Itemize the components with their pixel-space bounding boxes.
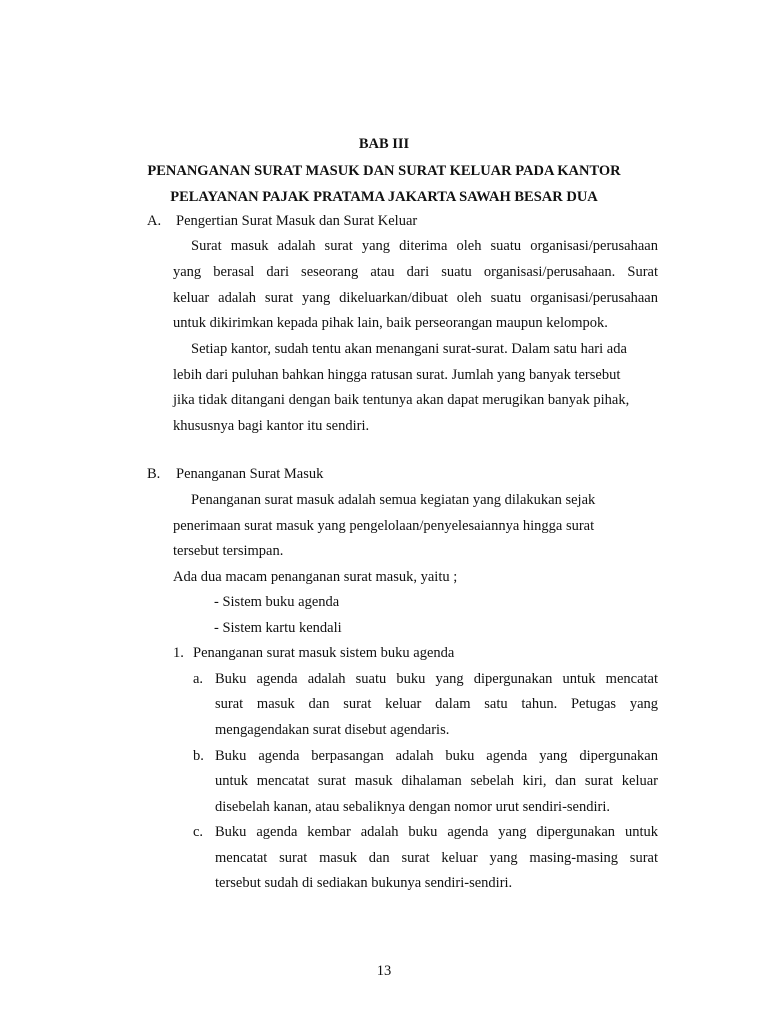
sub-item-letter: a.: [193, 671, 204, 687]
numbered-item-heading: Penanganan surat masuk sistem buku agenda: [193, 645, 455, 661]
sub-item-line: disebelah kanan, atau sebaliknya dengan nomor urut sendiri-sendiri.: [215, 799, 611, 815]
paragraph-line: lebih dari puluhan bahkan hingga ratusan surat. Jumlah yang banyak tersebut: [173, 367, 621, 383]
section-b-heading: Penanganan Surat Masuk: [176, 466, 324, 482]
numbered-item-number: 1.: [173, 645, 184, 661]
section-a-heading: Pengertian Surat Masuk dan Surat Keluar: [176, 213, 418, 229]
chapter-heading-line-1: PENANGANAN SURAT MASUK DAN SURAT KELUAR PADA KANTOR: [147, 163, 621, 179]
sub-item-line: Buku agenda adalah suatu buku yang dipergunakan untuk mencatat: [215, 671, 658, 687]
page-number: 13: [376, 963, 392, 979]
paragraph-line: keluar adalah surat yang dikeluarkan/dibuat oleh suatu organisasi/perusahaan: [173, 290, 658, 306]
sub-item-letter: b.: [193, 748, 204, 764]
paragraph-line: jika tidak ditangani dengan baik tentunya akan dapat merugikan banyak pihak,: [173, 392, 630, 408]
sub-item-line: tersebut sudah di sediakan bukunya sendiri-sendiri.: [215, 875, 513, 891]
paragraph-line: tersebut tersimpan.: [173, 543, 284, 559]
paragraph-line: khususnya bagi kantor itu sendiri.: [173, 418, 370, 434]
sub-item-line: Buku agenda kembar adalah buku agenda yang dipergunakan untuk: [215, 824, 658, 840]
paragraph-line: yang berasal dari seseorang atau dari suatu organisasi/perusahaan. Surat: [173, 264, 658, 280]
paragraph-line: Surat masuk adalah surat yang diterima oleh suatu organisasi/perusahaan: [191, 238, 658, 254]
chapter-heading-line-2: PELAYANAN PAJAK PRATAMA JAKARTA SAWAH BESAR DUA: [170, 189, 598, 205]
paragraph-line: untuk dikirimkan kepada pihak lain, baik perseorangan maupun kelompok.: [173, 315, 608, 331]
section-b-letter: B.: [147, 466, 161, 482]
sub-item-line: mengagendakan surat disebut agendaris.: [215, 722, 450, 738]
section-a-letter: A.: [147, 213, 162, 229]
sub-item-line: mencatat surat masuk dan surat keluar yang masing-masing surat: [215, 850, 658, 866]
list-item: - Sistem kartu kendali: [214, 620, 342, 636]
paragraph-line: penerimaan surat masuk yang pengelolaan/penyelesaiannya hingga surat: [173, 518, 595, 534]
sub-item-line: Buku agenda berpasangan adalah buku agenda yang dipergunakan: [215, 748, 658, 764]
paragraph-line: Ada dua macam penanganan surat masuk, yaitu ;: [173, 569, 458, 585]
sub-item-line: surat masuk dan surat keluar dalam satu tahun. Petugas yang: [215, 696, 658, 712]
paragraph-line: Penanganan surat masuk adalah semua kegiatan yang dilakukan sejak: [191, 492, 596, 508]
paragraph-line: Setiap kantor, sudah tentu akan menangani surat-surat. Dalam satu hari ada: [191, 341, 627, 357]
sub-item-letter: c.: [193, 824, 204, 840]
sub-item-line: untuk mencatat surat masuk dihalaman sebelah kiri, dan surat keluar: [215, 773, 658, 789]
list-item: - Sistem buku agenda: [214, 594, 340, 610]
chapter-title: BAB III: [358, 136, 410, 152]
